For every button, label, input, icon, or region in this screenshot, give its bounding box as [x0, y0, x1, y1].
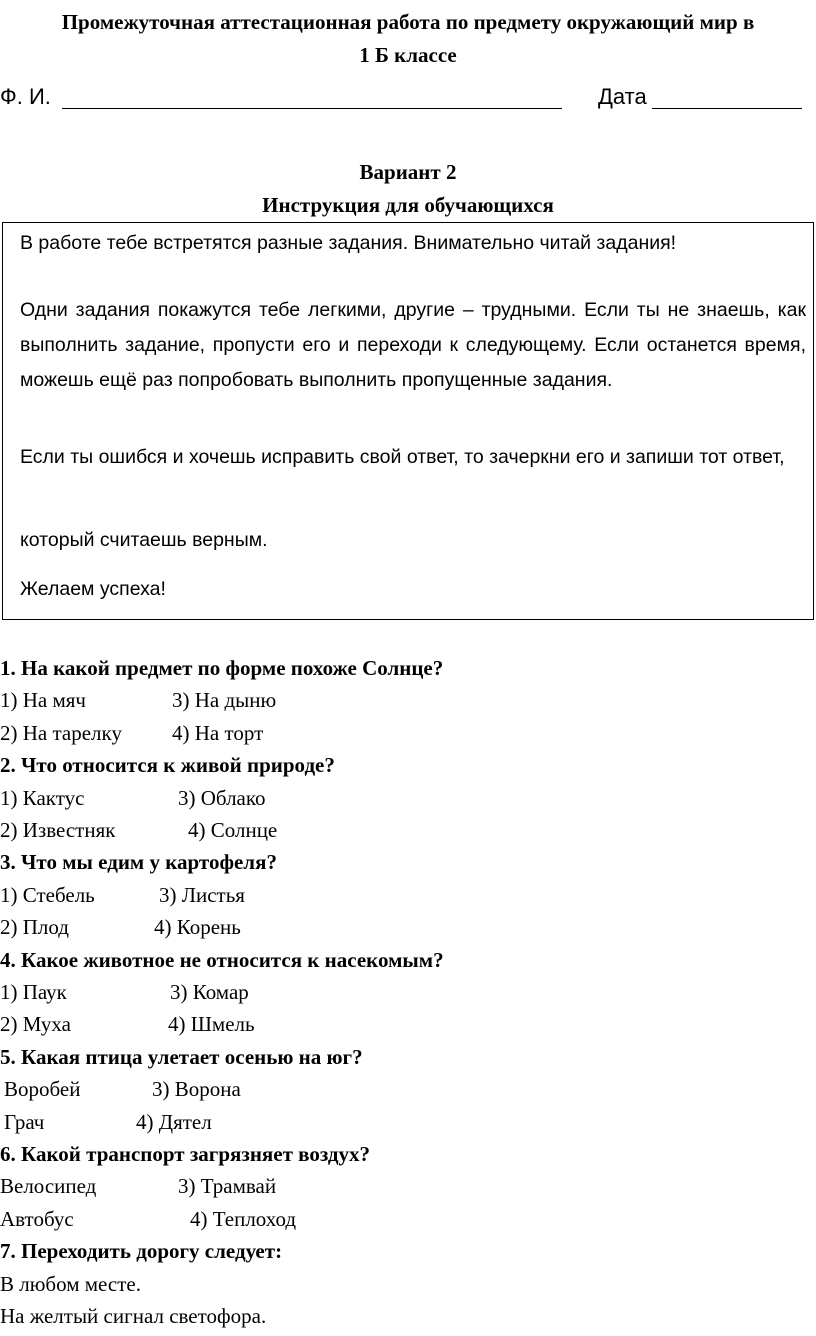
answer-row: [0, 1268, 816, 1300]
answer-option: Воробей: [4, 1077, 81, 1102]
question-1: [0, 652, 816, 749]
answer-row: [0, 684, 816, 716]
question-7: [0, 1235, 816, 1332]
answer-row: [0, 1170, 816, 1202]
answer-row: [0, 717, 816, 749]
question-title: 5. Какая птица улетает осенью на юг?: [0, 1044, 363, 1069]
answer-row: [0, 911, 816, 943]
document-title: [0, 6, 816, 72]
instructions-box: [2, 222, 814, 620]
question-title: 3. Что мы едим у картофеля?: [0, 850, 277, 875]
answer-row: [0, 1008, 816, 1040]
answer-option: 4) На торт: [172, 720, 264, 745]
answer-option: 4) Теплоход: [190, 1206, 297, 1231]
answer-option: 3) Комар: [170, 979, 249, 1004]
instructions-paragraph-4: который считаешь верным.: [20, 529, 268, 551]
question-title: 6. Какой транспорт загрязняет воздух?: [0, 1141, 371, 1166]
answer-option: 4) Корень: [154, 915, 241, 940]
fio-field-line: [62, 108, 562, 109]
instructions-paragraph-3: Если ты ошибся и хочешь исправить свой ответ, то зачеркни его и запиши тот ответ,: [20, 446, 785, 468]
answer-row: [0, 1300, 816, 1332]
answer-row: [0, 1203, 816, 1235]
question-2: [0, 749, 816, 846]
answer-row: [0, 782, 816, 814]
answer-option: Велосипед: [0, 1174, 97, 1199]
answer-option: 1) Стебель: [0, 882, 95, 907]
variant-heading: Вариант 2: [359, 160, 457, 184]
answer-option: 3) Облако: [178, 785, 266, 810]
instructions-paragraph-5: Желаем успеха!: [20, 578, 166, 600]
answer-option: 4) Дятел: [136, 1109, 212, 1134]
question-4: [0, 944, 816, 1041]
answer-option: 2) Муха: [0, 1012, 71, 1037]
answer-option: 3) Ворона: [152, 1077, 241, 1102]
answer-row: [0, 976, 816, 1008]
date-field-line: [652, 108, 802, 109]
answer-option: 2) Известняк: [0, 817, 116, 842]
question-title: 1. На какой предмет по форме похоже Солнце?: [0, 656, 444, 680]
answer-option: В любом месте.: [0, 1271, 141, 1296]
question-title: 2. Что относится к живой природе?: [0, 753, 335, 778]
answer-option: 3) На дыню: [172, 688, 277, 713]
question-6: [0, 1138, 816, 1235]
question-5: [0, 1041, 816, 1138]
answer-option: 4) Шмель: [168, 1012, 255, 1037]
question-title: 4. Какое животное не относится к насекомым?: [0, 947, 444, 972]
questions-list: [0, 652, 816, 1332]
answer-option: 1) На мяч: [0, 688, 86, 713]
date-label: Дата: [598, 84, 647, 109]
answer-option: 2) Плод: [0, 915, 69, 940]
answer-row: [0, 1073, 816, 1105]
answer-option: Автобус: [0, 1206, 74, 1231]
question-3: [0, 846, 816, 943]
answer-option: 4) Солнце: [188, 817, 278, 842]
title-line-2: 1 Б классе: [359, 43, 457, 67]
question-title: 7. Переходить дорогу следует:: [0, 1239, 283, 1264]
answer-option: 3) Листья: [159, 882, 245, 907]
instructions-paragraph-1: В работе тебе встретятся разные задания. Внимательно читай задания!: [20, 232, 677, 254]
answer-row: [0, 879, 816, 911]
title-line-1: Промежуточная аттестационная работа по предмету окружающий мир в: [61, 10, 755, 34]
answer-option: Грач: [4, 1109, 45, 1134]
instructions-heading: Инструкция для обучающихся: [262, 193, 554, 217]
answer-option: 2) На тарелку: [0, 720, 122, 745]
answer-option: 1) Паук: [0, 979, 67, 1004]
answer-option: 1) Кактус: [0, 785, 85, 810]
answer-row: [0, 1106, 816, 1138]
answer-option: 3) Трамвай: [178, 1174, 277, 1199]
answer-row: [0, 814, 816, 846]
fio-label: Ф. И.: [0, 84, 51, 109]
instructions-paragraph-2: Одни задания покажутся тебе легкими, другие – трудными. Если ты не знаешь, как выполнить задание, пропусти его и переходи к следующему. Если останется время, можешь ещё раз попробовать выполнить пропущенные задания.: [20, 299, 806, 391]
student-info-row: [0, 84, 816, 114]
answer-option: На желтый сигнал светофора.: [0, 1303, 267, 1328]
